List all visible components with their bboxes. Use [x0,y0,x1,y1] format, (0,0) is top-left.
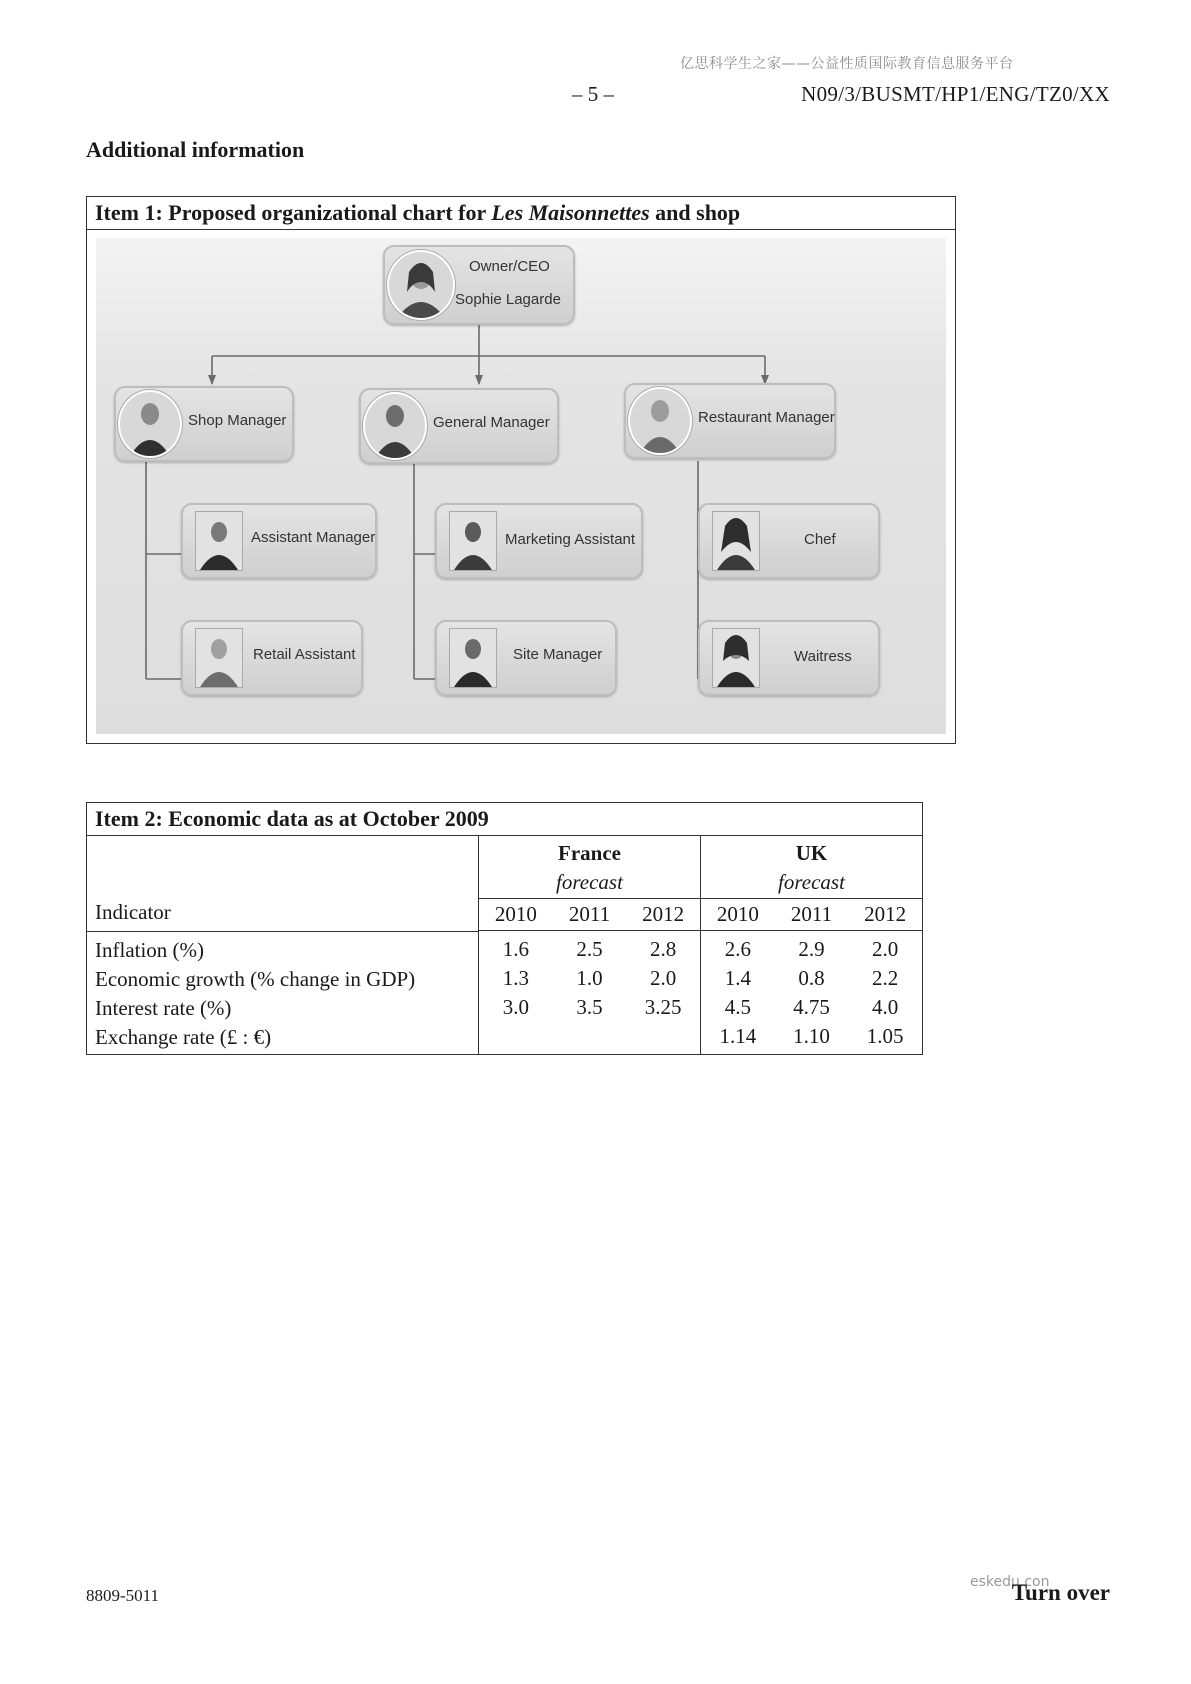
footer-watermark: eskedu.con [970,1574,1050,1590]
manager-label: General Manager [433,414,550,431]
manager-label: Shop Manager [188,412,287,429]
org-node-marketing-assistant [435,503,643,579]
year-row: 2010 2011 2012 [479,898,700,931]
item2-title: Item 2: Economic data as at October 2009 [87,803,922,836]
manager-label: Restaurant Manager [698,409,835,426]
row-label: Inflation (%) [95,938,205,962]
org-node-restaurant-manager [624,383,836,459]
general-manager-photo-icon [363,392,427,460]
site-manager-photo-icon [449,628,497,688]
staff-label: Chef [804,531,836,548]
uk-values [700,931,922,1054]
item2-economic-table [86,802,923,1055]
restaurant-manager-photo-icon [628,387,692,455]
watermark-text: 亿思科学生之家——公益性质国际教育信息服务平台 [680,56,1014,72]
table-row: 2.6 2.9 2.0 [724,937,899,961]
row-label: Economic growth (% change in GDP) [95,967,416,991]
page-number: – 5 – [572,82,614,106]
retail-assistant-photo-icon [195,628,243,688]
org-chart [96,238,946,734]
indicator-labels [87,931,478,1054]
ceo-role: Owner/CEO [469,258,550,275]
item1-org-chart-box [86,196,956,744]
table-row [479,1022,700,1051]
paper-code: N09/3/BUSMT/HP1/ENG/TZ0/XX [801,82,1110,106]
marketing-assistant-photo-icon [449,511,497,571]
forecast-label: forecast [778,870,845,894]
staff-label: Marketing Assistant [505,531,636,548]
country-name: UK [795,841,828,865]
indicator-header: Indicator [95,900,171,924]
ceo-photo-icon [387,250,455,320]
table-row: 1.14 1.10 1.05 [719,1024,904,1048]
org-node-site-manager [435,620,617,696]
org-node-ceo [383,245,575,325]
forecast-label: forecast [556,870,623,894]
ceo-name: Sophie Lagarde [455,291,561,308]
footer-code: 8809-5011 [86,1586,160,1605]
staff-label: Site Manager [513,646,603,663]
org-node-waitress [698,620,880,696]
chef-photo-icon [712,511,760,571]
row-label: Interest rate (%) [95,996,232,1020]
france-values [478,931,700,1054]
staff-label: Assistant Manager [251,529,376,546]
indicator-header-cell [87,836,478,929]
table-row: 1.4 0.8 2.2 [724,966,899,990]
staff-label: Waitress [794,648,852,665]
item1-title: Item 1: Proposed organizational chart for Les Maisonnettes and shop [87,197,955,230]
turn-over-text: Turn over [1011,1580,1110,1605]
table-row: 1.3 1.0 2.0 [502,966,677,990]
france-header [478,836,700,931]
org-node-shop-manager [114,386,294,462]
economic-data-grid [87,836,922,1054]
uk-header [700,836,922,931]
year-row: 2010 2011 2012 [701,898,922,931]
section-title: Additional information [86,137,305,162]
org-node-general-manager [359,388,559,464]
shop-manager-photo-icon [118,390,182,458]
table-row: 3.0 3.5 3.25 [502,995,682,1019]
org-node-assistant-manager [181,503,377,579]
org-node-retail-assistant [181,620,363,696]
country-name: France [558,841,621,865]
row-label: Exchange rate (£ : €) [95,1025,272,1049]
org-node-chef [698,503,880,579]
table-row: 4.5 4.75 4.0 [724,995,899,1019]
staff-label: Retail Assistant [253,646,356,663]
assistant-manager-photo-icon [195,511,243,571]
waitress-photo-icon [712,628,760,688]
table-row: 1.6 2.5 2.8 [502,937,677,961]
item1-title-italic: Les Maisonnettes [491,200,650,225]
